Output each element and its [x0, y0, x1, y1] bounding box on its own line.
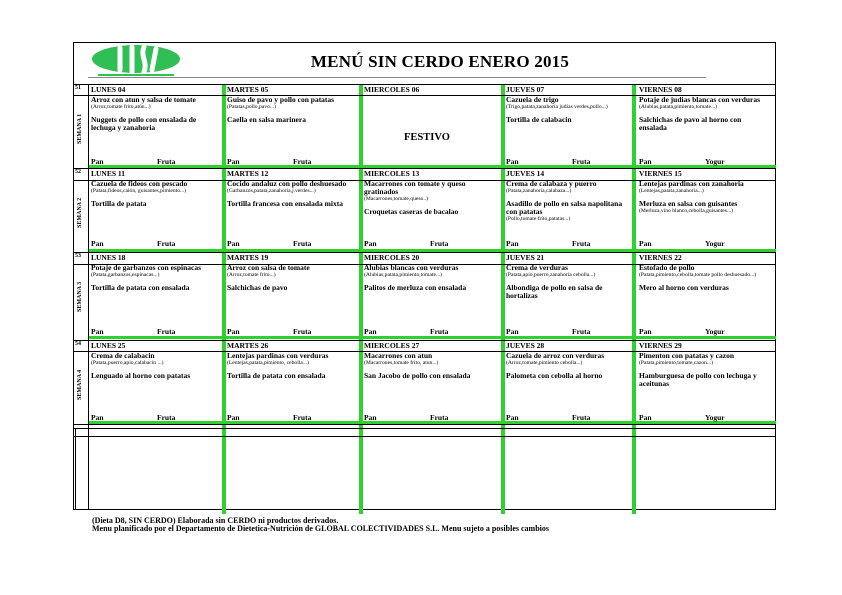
column-divider-green	[222, 84, 226, 514]
grid-rule	[73, 424, 776, 425]
dish-name: Macarrones con atun	[364, 351, 433, 360]
day-header: JUEVES 28	[506, 341, 545, 350]
footer-line-2: Menu planificado por el Departamento de Dietetica-Nutrición de GLOBAL COLECTIVIDADES S.L. Menu sujeto a posibles cambios	[92, 524, 549, 533]
day-header: JUEVES 07	[506, 85, 545, 94]
dessert-label: Fruta	[430, 413, 449, 422]
dish-ingredients: (Macarrones,tomate,queso..)	[364, 196, 428, 202]
day-menu	[639, 180, 771, 214]
dish-ingredients: (Pollo,tomate frito,patatas...)	[506, 215, 571, 222]
title-divider	[88, 77, 706, 78]
grid-rule	[73, 436, 776, 437]
dish-name: Caella en salsa marinera	[227, 114, 306, 124]
dish-name: Merluza en salsa con guisantes	[639, 198, 738, 208]
day-menu	[227, 352, 356, 380]
dish-name: Potaje de garbanzos con espinacas	[91, 263, 201, 272]
company-logo	[90, 44, 182, 78]
dish-name: Macarrones con tomate y queso gratinados	[364, 179, 466, 196]
day-header: JUEVES 14	[506, 169, 545, 178]
dish-name: Guiso de pavo y pollo con patatas	[227, 95, 335, 104]
dish-name: Pimenton con patatas y cazon	[639, 351, 734, 360]
dessert-label: Fruta	[293, 327, 312, 336]
dessert-label: Yogur	[705, 157, 725, 166]
dish-name: Lenguado al horno con patatas	[91, 370, 191, 380]
day-menu	[506, 264, 631, 300]
dish-name: Hamburguesa de pollo con lechuga y aceitunas	[639, 370, 757, 388]
day-header: LUNES 11	[91, 169, 125, 178]
day-menu	[91, 180, 219, 208]
dish-name: Tortilla de patata	[91, 198, 147, 208]
day-header: LUNES 25	[91, 341, 126, 350]
footer-note	[92, 517, 549, 533]
dish-name: Arroz con salsa de tomate	[227, 263, 310, 272]
bread-label: Pan	[639, 157, 652, 166]
day-header: VIERNES 29	[639, 341, 682, 350]
dish-ingredients: (Patata,pimiento,cebolla,tomate pollo deshuesado...)	[639, 272, 757, 278]
dessert-label: Yogur	[705, 239, 725, 248]
day-header: VIERNES 22	[639, 253, 682, 262]
dish-name: Lentejas pardinas con verduras	[227, 351, 329, 360]
bread-label: Pan	[227, 327, 240, 336]
week-column-rule	[88, 84, 89, 510]
dessert-label: Fruta	[572, 239, 591, 248]
dish-ingredients: (Patata,apio,puerro,zanahoria cebolla...)	[506, 272, 596, 278]
footer-line-1: (Dieta D8, SIN CERDO) Elaborada sin CERDO ni productos derivados.	[92, 516, 339, 525]
bread-label: Pan	[639, 239, 652, 248]
dish-ingredients: (Arroz,tomate frito...)	[227, 272, 276, 278]
dish-name: Croquetas caseras de bacalao	[364, 206, 459, 216]
dish-name: Albondiga de pollo en salsa de hortalizas	[506, 282, 603, 300]
dessert-label: Fruta	[430, 239, 449, 248]
dessert-label: Fruta	[293, 157, 312, 166]
dish-ingredients: (Lentejas,patata,zanahoria...)	[639, 188, 704, 194]
bread-label: Pan	[91, 239, 104, 248]
day-header: LUNES 18	[91, 253, 126, 262]
dish-name: Cazuela de trigo	[506, 95, 559, 104]
bread-label: Pan	[506, 413, 519, 422]
column-divider-green	[632, 84, 636, 514]
week-number: 51	[75, 85, 81, 91]
dish-ingredients: (Patata,fideos,caión, guisantes,pimiento...)	[91, 188, 187, 194]
dessert-label: Fruta	[157, 327, 176, 336]
dish-ingredients: (Trigo,patata,zanahoria judias verdes,pollo...)	[506, 104, 608, 110]
day-header: MARTES 12	[227, 169, 269, 178]
dish-ingredients: (Patata,pimiento,tomate,cazon...)	[639, 360, 713, 366]
day-menu	[364, 352, 498, 380]
week-number: 54	[75, 341, 81, 347]
dish-ingredients: (Arroz,tomate,pimiento cebolla...)	[506, 360, 583, 366]
dessert-label: Fruta	[430, 327, 449, 336]
dessert-label: Fruta	[157, 239, 176, 248]
dessert-label: Yogur	[705, 327, 725, 336]
dish-ingredients: (Patatas,pollo,pavo...)	[227, 104, 276, 110]
dish-name: Estofado de pollo	[639, 263, 695, 272]
dish-name: Cazuela de fideos con pescado	[91, 179, 188, 188]
day-menu	[91, 352, 219, 380]
day-menu	[639, 96, 771, 132]
day-header: JUEVES 21	[506, 253, 545, 262]
week-label: SEMANA 3	[77, 281, 83, 312]
dish-ingredients: (Alubias,patata,pimiento,tomate...)	[364, 272, 442, 278]
day-menu	[639, 352, 771, 388]
dish-name: Crema de verduras	[506, 263, 568, 272]
day-menu	[364, 180, 498, 216]
page-title: MENÚ SIN CERDO ENERO 2015	[310, 52, 570, 71]
dish-ingredients: (Merluza,vino blanco,cebolla,guisantes...)	[639, 207, 733, 214]
dish-name: Cazuela de arroz con verduras	[506, 351, 605, 360]
dish-name: Salchichas de pavo	[227, 282, 288, 292]
week-label: SEMANA 2	[77, 197, 83, 228]
day-header: VIERNES 08	[639, 85, 682, 94]
bread-label: Pan	[506, 327, 519, 336]
dessert-label: Fruta	[293, 413, 312, 422]
dish-name: Palometa con cebolla al horno	[506, 370, 603, 380]
day-header: MIERCOLES 06	[364, 85, 420, 94]
bread-label: Pan	[364, 327, 377, 336]
dish-name: Asadillo de pollo en salsa napolitana con patatas	[506, 198, 623, 216]
dessert-label: Fruta	[572, 413, 591, 422]
day-menu	[91, 96, 219, 132]
dish-ingredients: (Patata,garbanzos,espinacas...)	[91, 272, 160, 278]
day-menu	[91, 264, 219, 292]
bread-label: Pan	[364, 413, 377, 422]
day-header: LUNES 04	[91, 85, 126, 94]
day-header: MARTES 19	[227, 253, 269, 262]
day-header: VIERNES 15	[639, 169, 682, 178]
day-menu	[227, 264, 356, 292]
week-divider-green	[88, 336, 776, 339]
bread-label: Pan	[91, 413, 104, 422]
dish-name: Tortilla de patata con ensalada	[227, 370, 326, 380]
dish-ingredients: (Arroz,tomate frito,atún...)	[91, 104, 151, 110]
week-number: 53	[75, 253, 81, 259]
column-divider-green	[359, 84, 363, 514]
column-divider-green	[501, 84, 505, 514]
bread-label: Pan	[91, 157, 104, 166]
day-header: MARTES 05	[227, 85, 269, 94]
bread-label: Pan	[506, 239, 519, 248]
dish-ingredients: (Patata,zanahoria,calabaza...)	[506, 188, 572, 194]
dessert-label: Fruta	[572, 157, 591, 166]
dessert-label: Yogur	[705, 413, 725, 422]
dessert-label: Fruta	[157, 413, 176, 422]
dish-ingredients: (Alubias,patata,pimiento,tomate...)	[639, 104, 717, 110]
day-header: MIERCOLES 13	[364, 169, 420, 178]
day-header: MIERCOLES 20	[364, 253, 420, 262]
dessert-label: Fruta	[293, 239, 312, 248]
dish-name: Tortilla francesa con ensalada mixta	[227, 198, 343, 208]
dish-name: Nuggets de pollo con ensalada de lechuga y zanahoria	[91, 114, 197, 132]
day-menu	[227, 180, 356, 208]
bread-label: Pan	[639, 413, 652, 422]
dessert-label: Fruta	[572, 327, 591, 336]
dish-name: San Jacobo de pollo con ensalada	[364, 370, 471, 380]
dish-name: Crema de calabaza y puerro	[506, 179, 597, 188]
week-number: 52	[75, 169, 81, 175]
blank-row-rule	[75, 428, 76, 510]
day-menu	[506, 180, 631, 222]
week-label: SEMANA 1	[77, 113, 83, 144]
dish-name: Palitos de merluza con ensalada	[364, 282, 467, 292]
bread-label: Pan	[227, 413, 240, 422]
day-header: MIERCOLES 27	[364, 341, 420, 350]
grid-rule	[73, 428, 776, 429]
dish-name: Cocido andaluz con pollo deshuesado	[227, 179, 347, 188]
bread-label: Pan	[91, 327, 104, 336]
dish-name: Tortilla de patata con ensalada	[91, 282, 190, 292]
bread-label: Pan	[639, 327, 652, 336]
day-menu	[227, 96, 356, 124]
day-menu	[506, 96, 631, 124]
dish-name: Arroz con atun y salsa de tomate	[91, 95, 196, 104]
dish-ingredients: (Macarrones,tomate frito, atun...)	[364, 360, 439, 366]
bread-label: Pan	[506, 157, 519, 166]
bread-label: Pan	[364, 239, 377, 248]
dish-name: Mero al horno con verduras	[639, 282, 729, 292]
dish-name: Salchichas de pavo al horno con ensalada	[639, 114, 742, 132]
dish-name: Tortilla de calabacin	[506, 114, 572, 124]
bread-label: Pan	[227, 157, 240, 166]
festivo-label: FESTIVO	[404, 132, 450, 143]
day-menu	[364, 264, 498, 292]
dish-ingredients: (Lentejas,patata,pimiento, cebolla...)	[227, 360, 309, 366]
day-header: MARTES 26	[227, 341, 269, 350]
dish-name: Potaje de judias blancas con verduras	[639, 95, 761, 104]
dish-ingredients: (Patata,puerro,apio,calabacin ...)	[91, 360, 164, 366]
dish-name: Crema de calabacin	[91, 351, 155, 360]
dish-name: Alubias blancas con verduras	[364, 263, 459, 272]
day-menu	[506, 352, 631, 380]
dish-name: Lentejas pardinas con zanahoria	[639, 179, 744, 188]
dessert-label: Fruta	[157, 157, 176, 166]
dish-ingredients: (Garbanzos,patata,zanahoria,j.verdes...)	[227, 188, 316, 194]
bread-label: Pan	[227, 239, 240, 248]
week-label: SEMANA 4	[77, 369, 83, 400]
day-menu	[639, 264, 771, 292]
